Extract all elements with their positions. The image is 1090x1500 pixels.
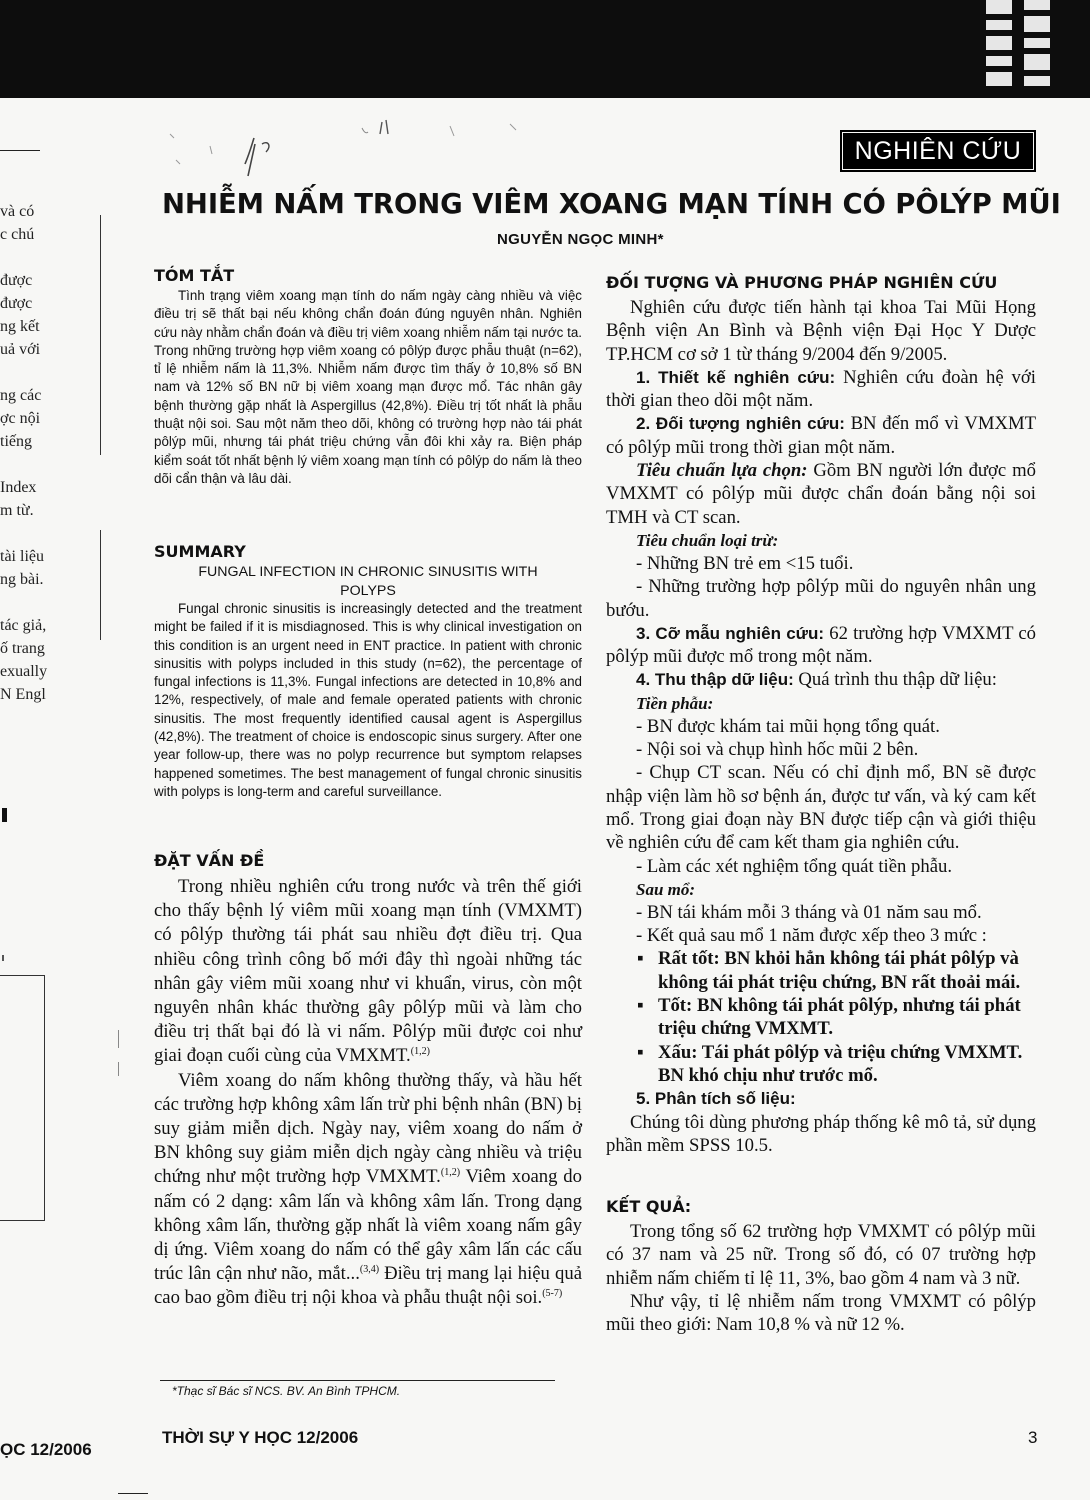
numbered-item: 3. Cỡ mẫu nghiên cứu: 62 trường hợp VMXMT có pôlýp mũi được mổ trong một năm. xyxy=(606,622,1036,668)
header-black-band xyxy=(0,0,1090,98)
section-heading: KẾT QUẢ: xyxy=(606,1197,692,1216)
introduction-section xyxy=(154,850,582,1311)
results-section xyxy=(606,1196,1036,1336)
abstract-section xyxy=(154,265,582,488)
subheading: Tiền phẫu: xyxy=(636,693,714,713)
bullet-icon: ▪ xyxy=(637,1041,644,1063)
body-paragraph: Viêm xoang do nấm không thường thấy, và hầu hết các trường hợp không xâm lấn trừ phi bệnh nhân (BN) bị suy giảm miễn dịch. Ngày nay, viêm xoang do nấm ở BN không suy giảm miễn dịch ngày càng nhiều và triệu chứng như một trường hợp VMXMT.$^{(1,2)}$ Viêm xoang do nấm có 2 dạng: xâm lấn và không xâm lấn. Trong dạng không xâm lấn, thường gặp nhất là viêm xoang nấm gây dị ứng. Viêm xoang do nấm có thể gây xâm lấn các cấu trúc lân cận như não, mắt...$^{(3,4)}$ Điều trị mang lại hiệu quả cao bao gồm điều trị nội khoa và phẫu thuật nội soi.$^{(5-7)}$ xyxy=(154,1069,582,1309)
abstract-text: Tình trạng viêm xoang mạn tính do nấm ngày càng nhiều và việc điều trị sẽ thất bại nếu không chẩn đoán đúng nguyên nhân. Nghiên cứu này nhằm chẩn đoán và điều trị viêm xoang nhiễm nấm tại nước ta. Trong những trường hợp viêm xoang có pôlýp được phẫu thuật (n=62), tỉ lệ nhiễm nấm là 11,3%. Nhiễm nấm được tìm thấy ở 10,8% số BN nam và 12% số BN nữ bị viêm xoang mạn được mổ. Tác nhân gây bệnh thường gặp nhất là Aspergillus (42,8%). Điều trị tốt nhất là phẫu thuật nội soi. Sau một năm theo dõi, không có trường hợp nào tái phát pôlýp mũi, nhưng tái phát triệu chứng vẫn đôi khi xảy ra. Biện pháp kiểm soát tốt nhất bệnh lý viêm xoang mạn tính có pôlýp do nấm là theo dõi cẩn thận và lâu dài. xyxy=(154,288,582,486)
summary-title: POLYPS xyxy=(340,582,396,599)
bullet-icon: ▪ xyxy=(637,948,644,970)
section-heading: TÓM TẮT xyxy=(154,266,235,285)
numbered-item: 4. Thu thập dữ liệu: Quá trình thu thập dữ liệu: xyxy=(636,669,997,691)
list-item: - BN được khám tai mũi họng tổng quát. xyxy=(636,715,940,737)
footnote: *Thạc sĩ Bác sĩ NCS. BV. An Bình TPHCM. xyxy=(172,1384,401,1398)
list-item: - Những BN trẻ em <15 tuổi. xyxy=(636,552,854,574)
body-paragraph: Chúng tôi dùng phương pháp thống kê mô tả, sử dụng phần mềm SPSS 10.5. xyxy=(606,1111,1036,1156)
handwritten-scribble xyxy=(150,104,550,184)
edge-box xyxy=(0,975,45,1221)
methods-section xyxy=(606,272,1036,1157)
numbered-item: 2. Đối tượng nghiên cứu: BN đến mổ vì VMXMT có pôlýp mũi trong thời gian một năm. xyxy=(606,413,1036,458)
article-title: NHIỄM NẤM TRONG VIÊM XOANG MẠN TÍNH CÓ PÔLÝP MŨI xyxy=(162,188,1061,220)
subheading: Tiêu chuẩn loại trừ: xyxy=(636,530,779,550)
list-item: - Những trường hợp pôlýp mũi do nguyên nhân ung bướu. xyxy=(606,576,1036,621)
edge-footer: ỌC 12/2006 xyxy=(0,1440,92,1459)
bullet-icon: ▪ xyxy=(637,995,644,1017)
summary-title: FUNGAL INFECTION IN CHRONIC SINUSITIS WITH xyxy=(198,564,538,580)
section-heading: SUMMARY xyxy=(154,542,246,561)
section-badge: NGHIÊN CỨU xyxy=(843,133,1033,169)
list-item: - Kết quả sau mổ 1 năm được xếp theo 3 mức : xyxy=(636,925,987,947)
summary-text: Fungal chronic sinusitis is increasingly detected and the treatment might be failed if it is misdiagnosed. This is why clinical investigation on this condition is an urgent need in ENT practice. In patient with chronic sinusitis with polyps included in this study (n=62), the percentage of fungal infections is 11,3%. Fungal infections are detected in 10,8% and 12%, respectively, of male and female operated patients with chronic sinusitis. The most frequently identified causal agent is Aspergillus (42,8%). The treatment of choice is endoscopic sinus surgery. After one year follow-up, there was no polyp recurrence but symptom relapses happened sometimes. The best management of fungal chronic sinusitis with polyps is long-term and careful surveillance. xyxy=(154,601,582,799)
body-paragraph: Trong nhiều nghiên cứu trong nước và trên thế giới cho thấy bệnh lý viêm mũi xoang mạn tính (VMXMT) có pôlýp thường tái phát sau nhiều đợt điều trị. Qua nhiều công trình công bố mới đây thì ngoài những tác nhân gây viêm mũi xoang như vi khuẩn, virus, còn một nguyên nhân khác thường gây pôlýp mũi và làm cho điều trị thất bại đó là vi nấm. Pôlýp mũi được coi như giai đoạn cuối cùng của VMXMT.$^{(1,2)}$ xyxy=(154,876,582,1067)
section-heading: ĐỐI TƯỢNG VÀ PHƯƠNG PHÁP NGHIÊN CỨU xyxy=(606,273,998,292)
edge-rule xyxy=(0,150,40,151)
body-paragraph: Như vậy, tỉ lệ nhiễm nấm trong VMXMT có pôlýp mũi theo giới: Nam 10,8 % và nữ 12 %. xyxy=(606,1290,1036,1336)
edge-mark xyxy=(2,808,7,822)
binding-line xyxy=(118,1030,119,1048)
body-paragraph: Nghiên cứu được tiến hành tại khoa Tai Mũi Họng Bệnh viện An Bình và Bệnh viện Đại Học Y Dược TP.HCM cơ sở 1 từ tháng 9/2004 đến 9/2005. xyxy=(606,297,1036,365)
binding-line xyxy=(118,1062,119,1076)
binding-line xyxy=(100,530,101,640)
bullet-item: ▪ Rất tốt: BN khỏi hẳn không tái phát pôlýp và không tái phát triệu chứng, BN rất thoải mái. xyxy=(637,948,1021,993)
previous-page-edge-text: và có c chú được được ng kết uả với ng các ợc nội tiếng Index m từ. tài liệu ng bài. tác giả, ố trang exually N Engl xyxy=(0,203,48,703)
criteria-paragraph: Tiêu chuẩn lựa chọn: Gồm BN người lớn được mổ VMXMT có pôlýp mũi được chẩn đoán bằng nội soi TMH và CT scan. xyxy=(606,460,1036,528)
list-item: - Chụp CT scan. Nếu có chỉ định mổ, BN sẽ được nhập viện làm hồ sơ bệnh án, được tư vấn, và ký cam kết mổ. Trong giai đoạn này BN được tiếp cận và giới thiệu về nghiên cứu để cam kết tham gia nghiên cứu. xyxy=(606,762,1036,854)
list-item: - Làm các xét nghiệm tổng quát tiền phẫu. xyxy=(636,855,953,877)
edge-rule xyxy=(118,1493,148,1494)
bullet-item: ▪ Xấu: Tái phát pôlýp và triệu chứng VMXMT. BN khó chịu như trước mổ. xyxy=(637,1041,1023,1086)
numbered-heading: 5. Phân tích số liệu: xyxy=(636,1089,796,1109)
numbered-item: 1. Thiết kế nghiên cứu: Nghiên cứu đoàn hệ với thời gian theo dõi một năm. xyxy=(606,366,1036,412)
subheading: Sau mổ: xyxy=(636,879,696,899)
footnote-rule xyxy=(160,1380,555,1381)
binding-line xyxy=(100,215,101,455)
bullet-item: ▪ Tốt: BN không tái phát pôlýp, nhưng tái phát triệu chứng VMXMT. xyxy=(637,995,1021,1040)
journal-footer: THỜI SỰ Y HỌC 12/2006 xyxy=(162,1428,359,1447)
author: NGUYỄN NGỌC MINH* xyxy=(497,231,664,248)
section-heading: ĐẶT VẤN ĐỀ xyxy=(154,851,265,870)
list-item: - BN tái khám mỗi 3 tháng và 01 năm sau mổ. xyxy=(636,901,982,923)
summary-section xyxy=(154,541,582,801)
list-item: - Nội soi và chụp hình hốc mũi 2 bên. xyxy=(636,739,919,761)
body-paragraph: Trong tổng số 62 trường hợp VMXMT có pôlýp mũi có 37 nam và 25 nữ. Trong số đó, có 07 trường hợp nhiễm nấm chiếm tỉ lệ 11, 3%, bao gồm 4 nam và 3 nữ. xyxy=(606,1221,1036,1289)
edge-mark xyxy=(2,955,4,961)
page-number: 3 xyxy=(1028,1428,1038,1447)
header-stripe-graphic xyxy=(972,0,1090,92)
